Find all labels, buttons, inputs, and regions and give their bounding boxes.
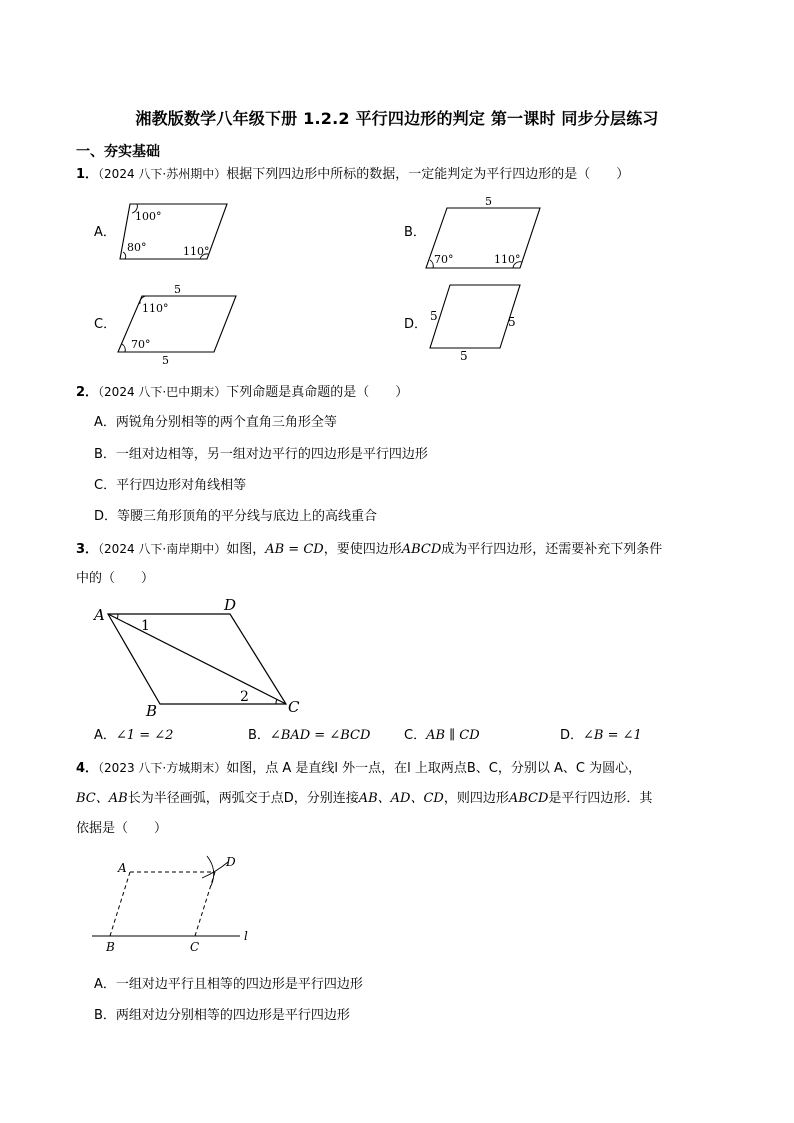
question-4-line-3: 依据是（ ） — [76, 821, 168, 836]
question-text: 根据下列四边形中所标的数据，一定能判定为平行四边形的是（ ） — [226, 167, 630, 182]
q1a-angle-top: 100° — [135, 210, 162, 223]
q1a-angle-left: 80° — [127, 241, 147, 254]
math-expression: AB、AD、CD — [358, 791, 444, 806]
question-4-line-2 — [76, 790, 652, 808]
question-2 — [76, 383, 408, 402]
q1a-angle-right: 110° — [183, 245, 210, 258]
section-heading: 一、夯实基础 — [76, 144, 160, 160]
q3-label-b: B — [146, 702, 158, 720]
question-text: 下列命题是真命题的是（ ） — [226, 385, 409, 400]
q1-option-c-label: C． — [94, 317, 117, 332]
q1c-side-top: 5 — [174, 283, 181, 296]
question-text: 如图，点 A 是直线l 外一点，在l 上取两点B、C，分别以 A、C 为圆心， — [226, 761, 642, 776]
q3-option-a — [94, 727, 173, 745]
math-expression: BC、AB — [76, 791, 128, 806]
math-expression: ABCD — [401, 542, 442, 557]
question-text: 长为半径画弧，两弧交于点D，分别连接 — [127, 791, 359, 806]
question-4 — [76, 759, 641, 778]
question-source: （2024 八下·巴中期末） — [98, 385, 227, 399]
question-text: 成为平行四边形，还需要补充下列条件 — [441, 542, 663, 557]
option-expression: ∠1 = ∠2 — [115, 728, 174, 743]
q4-figure — [90, 852, 260, 956]
question-number: 4． — [76, 761, 99, 776]
question-1 — [76, 165, 629, 184]
option-label: D． — [560, 728, 584, 743]
q4-label-d: D — [226, 855, 236, 869]
q3-label-d: D — [224, 596, 237, 614]
q1-figure-d — [424, 280, 534, 364]
q4-label-line: l — [244, 929, 248, 943]
option-label: B． — [248, 728, 270, 743]
q2-option-b: B．一组对边相等，另一组对边平行的四边形是平行四边形 — [94, 447, 428, 462]
q2-option-a: A．两锐角分别相等的两个直角三角形全等 — [94, 415, 337, 430]
question-text: 如图， — [226, 542, 266, 557]
question-text: ，要使四边形 — [323, 542, 402, 557]
question-number: 1． — [76, 167, 99, 182]
question-number: 2． — [76, 385, 99, 400]
option-expression: ∠B = ∠1 — [583, 728, 642, 743]
q1b-angle-right: 110° — [494, 253, 521, 266]
q1-option-b-label: B． — [404, 225, 426, 240]
q1-option-a-label: A． — [94, 225, 116, 240]
q1b-side-top: 5 — [485, 195, 492, 208]
q1d-side-right: 5 — [508, 315, 516, 329]
question-text: 是平行四边形．其 — [548, 791, 653, 806]
question-source: （2023 八下·方城期末） — [98, 761, 227, 775]
question-text: ，则四边形 — [443, 791, 509, 806]
q3-label-c: C — [288, 698, 300, 716]
q4-label-a: A — [118, 861, 127, 875]
q3-figure — [90, 594, 310, 724]
q1-figure-c — [112, 282, 242, 368]
q2-option-c: C．平行四边形对角线相等 — [94, 478, 247, 493]
option-expression: AB ∥ CD — [426, 728, 480, 743]
question-source: （2024 八下·苏州期中） — [98, 167, 227, 181]
question-3 — [76, 540, 662, 559]
math-expression: AB = CD — [265, 542, 324, 557]
q3-option-b — [248, 727, 370, 745]
option-expression: ∠BAD = ∠BCD — [269, 728, 371, 743]
q4-label-c: C — [190, 940, 200, 954]
q4-option-a: A．一组对边平行且相等的四边形是平行四边形 — [94, 977, 363, 992]
question-3-line-2: 中的（ ） — [76, 571, 155, 586]
q1c-angle-bottom: 70° — [131, 338, 151, 351]
q1-figure-a — [115, 198, 235, 264]
q4-label-b: B — [106, 940, 115, 954]
q3-angle-2: 2 — [240, 689, 249, 705]
q1d-side-left: 5 — [430, 309, 438, 323]
math-expression: ABCD — [508, 791, 549, 806]
q1d-side-bottom: 5 — [460, 349, 468, 363]
q3-label-a: A — [94, 606, 105, 624]
question-source: （2024 八下·南岸期中） — [98, 542, 227, 556]
q1-figure-b — [420, 194, 545, 270]
q1c-angle-top: 110° — [142, 302, 169, 315]
option-label: A． — [94, 728, 116, 743]
q1-option-d-label: D． — [404, 317, 428, 332]
question-number: 3． — [76, 542, 99, 557]
q3-option-d — [560, 727, 642, 745]
q3-option-c — [404, 727, 480, 745]
option-label: C． — [404, 728, 427, 743]
q1b-angle-left: 70° — [434, 253, 454, 266]
q1c-side-bottom: 5 — [162, 354, 169, 367]
q2-option-d: D．等腰三角形顶角的平分线与底边上的高线重合 — [94, 509, 378, 524]
page-title: 湘教版数学八年级下册 1.2.2 平行四边形的判定 第一课时 同步分层练习 — [135, 109, 659, 128]
q4-option-b: B．两组对边分别相等的四边形是平行四边形 — [94, 1008, 350, 1023]
q3-angle-1: 1 — [141, 618, 150, 634]
